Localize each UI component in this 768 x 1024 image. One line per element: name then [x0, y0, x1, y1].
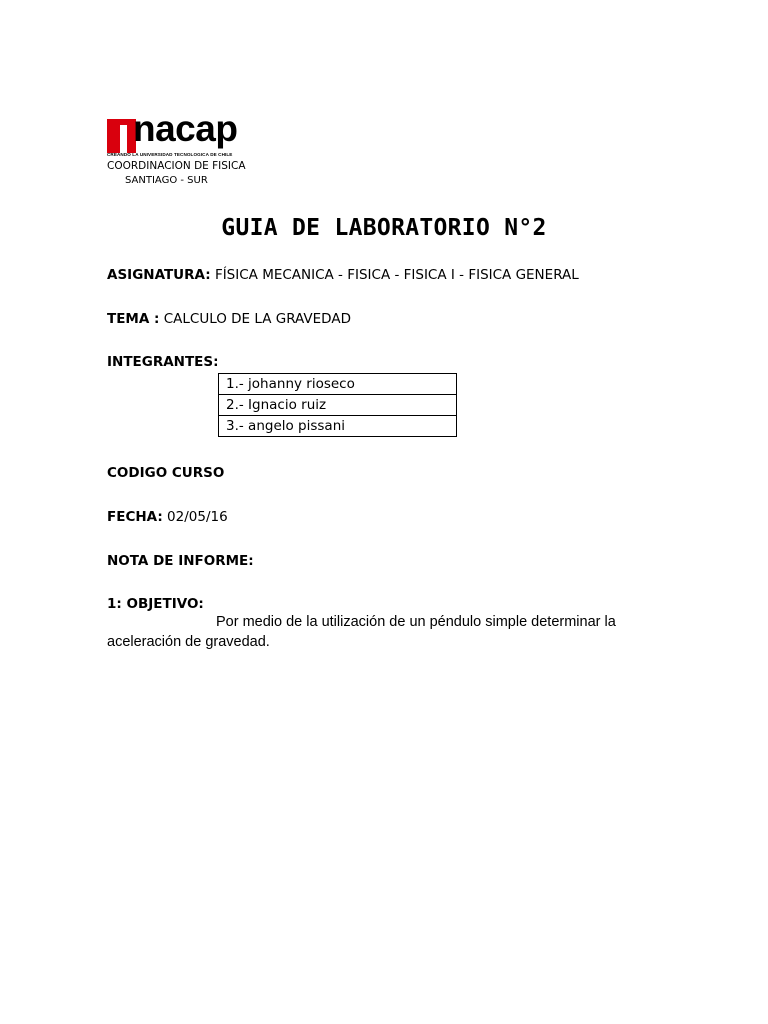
asignatura-value: FÍSICA MECANICA - FISICA - FISICA I - FISICA GENERAL [214, 267, 579, 283]
logo-mark [107, 108, 255, 157]
tema-row [107, 310, 351, 328]
nota-row [107, 552, 254, 570]
objective-heading: 1: OBJETIVO: [107, 596, 204, 612]
asignatura-label: ASIGNATURA: [107, 267, 211, 283]
coordination-name: COORDINACION DE FISICA [107, 160, 246, 172]
integrantes-row [107, 353, 219, 371]
campus-name: SANTIAGO - SUR [125, 175, 208, 186]
fecha-label: FECHA: [107, 509, 163, 525]
asignatura-row [107, 266, 579, 284]
objective-line-1: Por medio de la utilización de un péndulo simple determinar la [216, 614, 616, 630]
tema-label: TEMA : [107, 311, 160, 327]
tema-value: CALCULO DE LA GRAVEDAD [163, 311, 351, 327]
codigo-label: CODIGO CURSO [107, 465, 225, 481]
inacap-logo [107, 108, 257, 157]
objective-text [107, 612, 637, 652]
fecha-row [107, 508, 228, 526]
member-cell: 3.- angelo pissani [219, 416, 457, 437]
logo-red-block [107, 119, 136, 153]
document-title: GUIA DE LABORATORIO N°2 [221, 215, 547, 241]
objective-heading-row [107, 595, 204, 613]
member-cell: 2.- Ignacio ruiz [219, 395, 457, 416]
logo-wordmark: nacap [133, 108, 238, 149]
members-table [218, 373, 457, 437]
member-cell: 1.- johanny rioseco [219, 374, 457, 395]
codigo-row [107, 464, 224, 482]
table-row [219, 416, 457, 437]
logo-tagline: CREANDO LA UNIVERSIDAD TECNOLOGICA DE CHILE [107, 152, 233, 157]
table-row [219, 395, 457, 416]
fecha-value: 02/05/16 [167, 509, 228, 525]
objective-line-2: aceleración de gravedad. [107, 634, 270, 650]
nota-label: NOTA DE INFORME: [107, 553, 254, 569]
table-row [219, 374, 457, 395]
integrantes-label: INTEGRANTES: [107, 354, 219, 370]
